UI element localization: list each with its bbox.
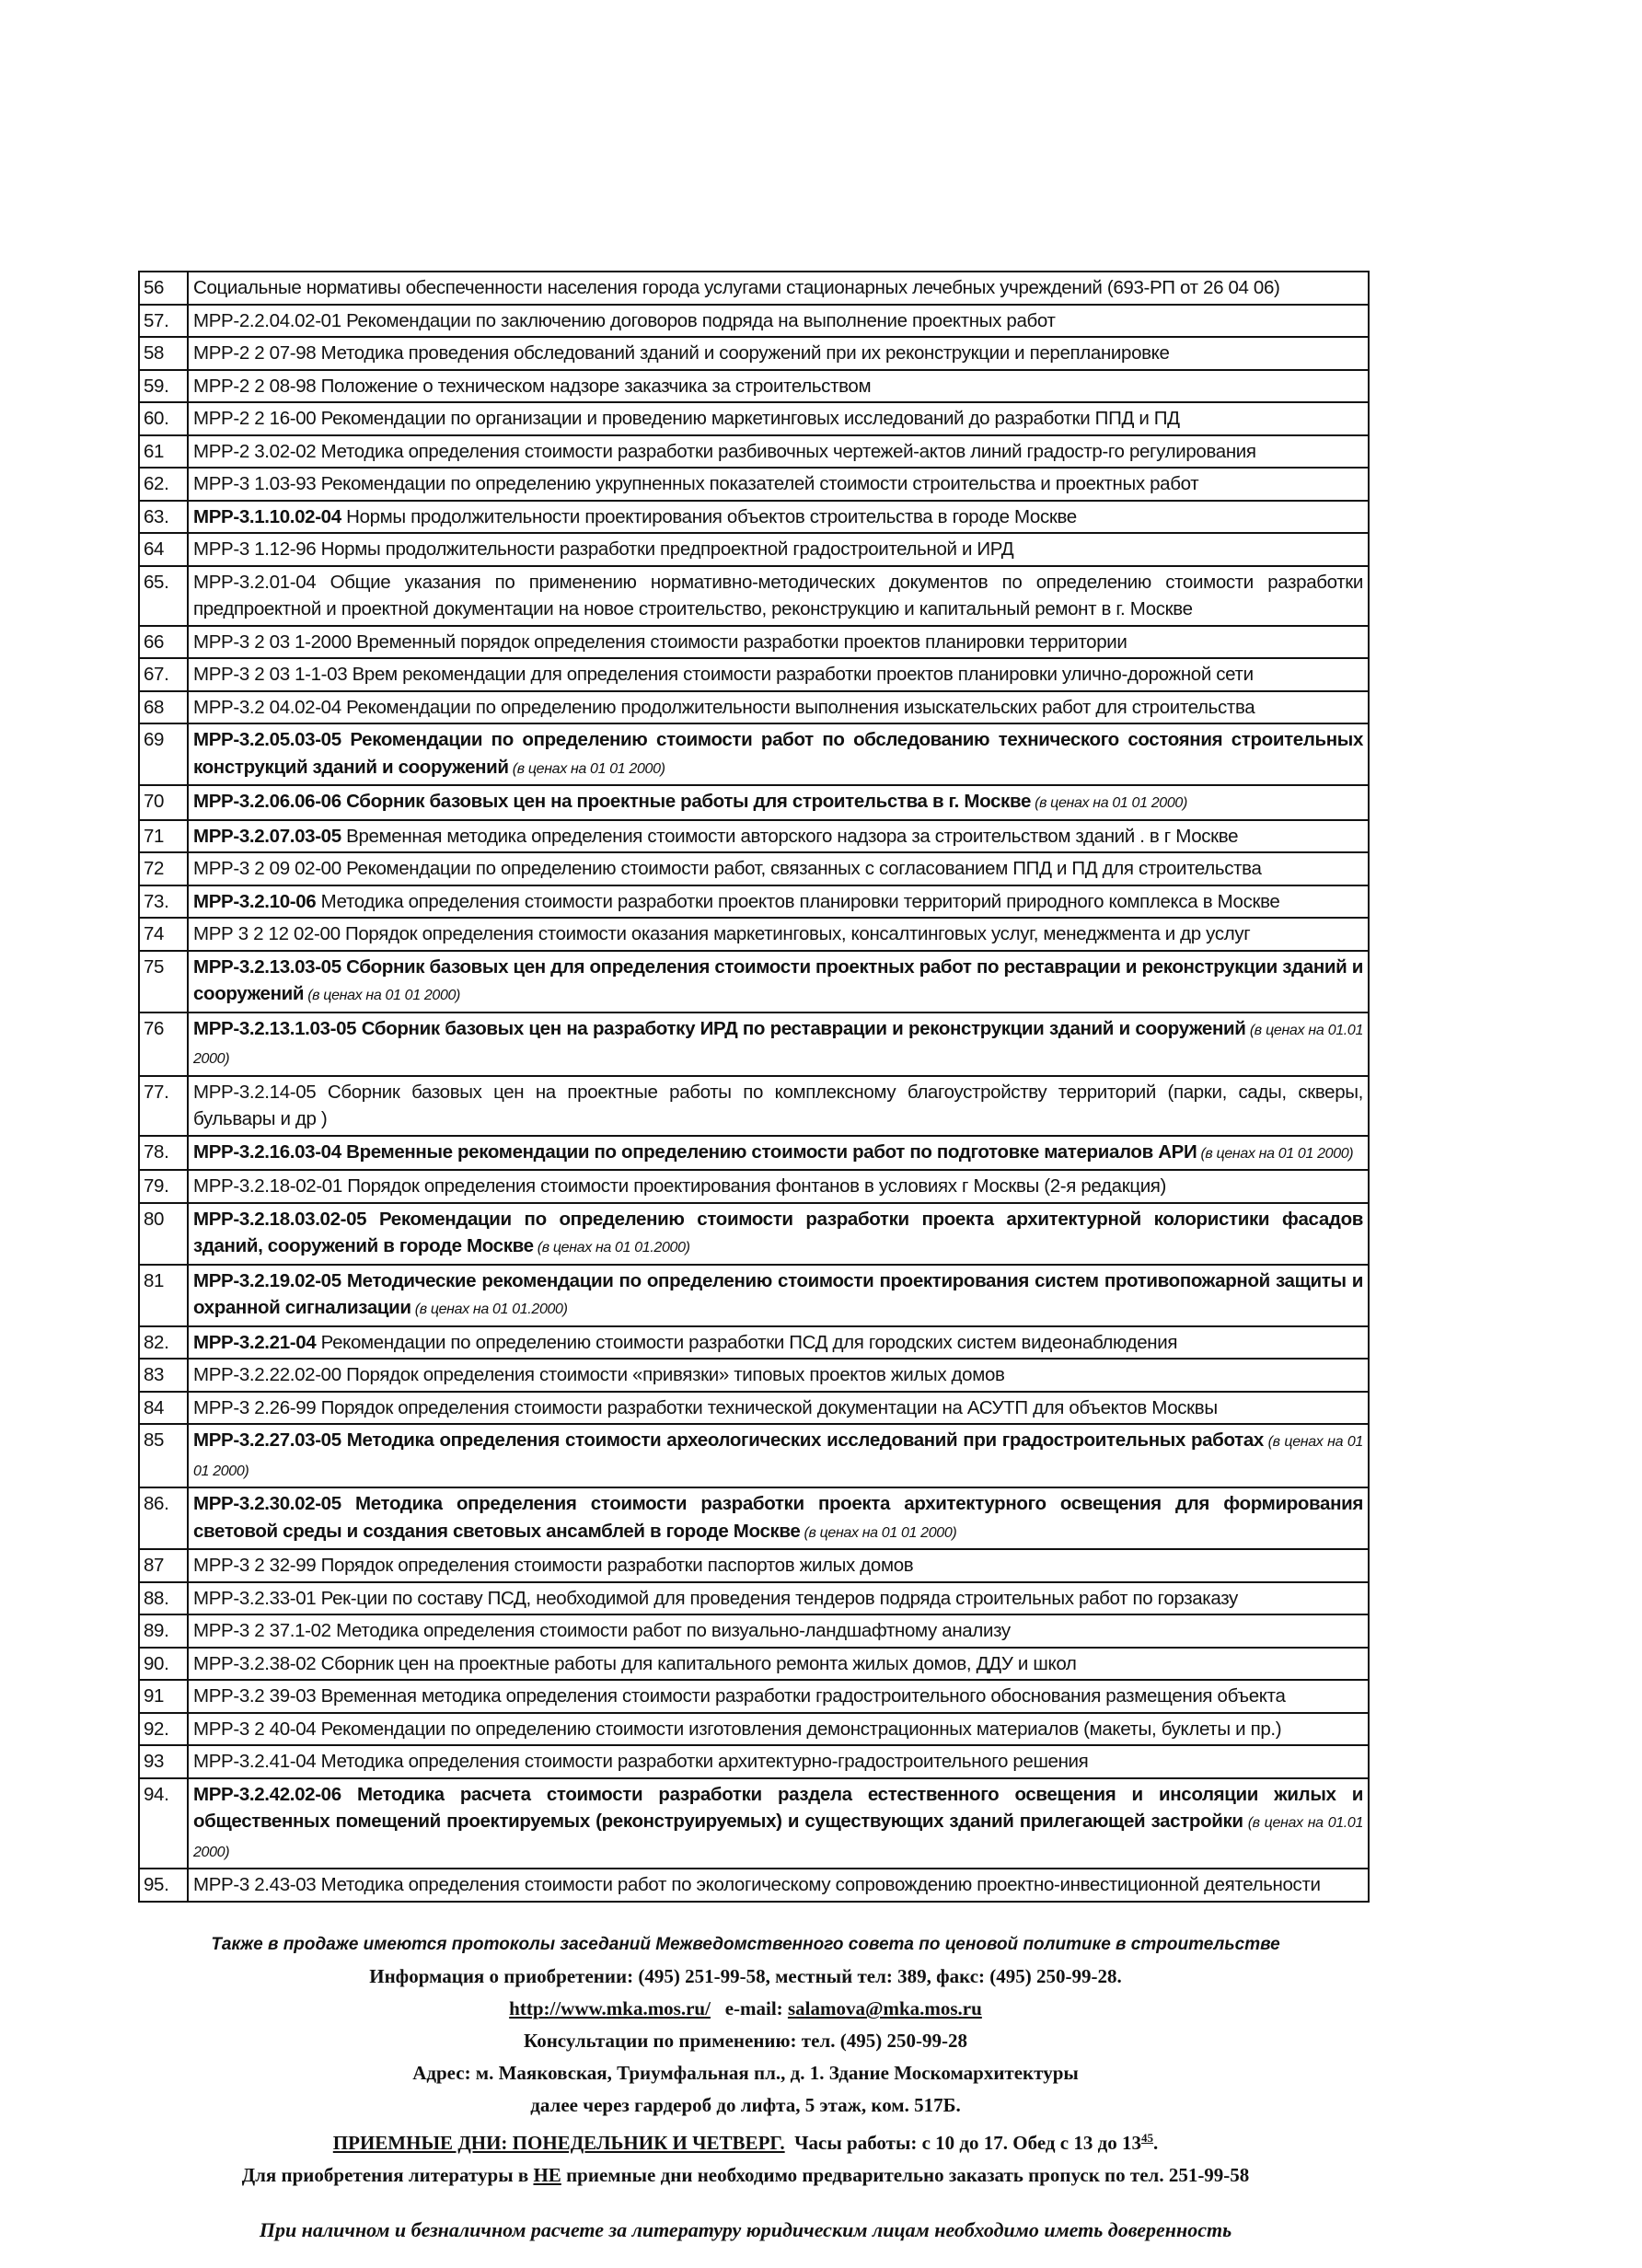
row-number: 76 — [139, 1012, 188, 1076]
table-row — [139, 1265, 1369, 1326]
row-text-part: МРР-3.2.18-02-01 Порядок определения стоимости проектирования фонтанов в условиях г Москвы (2-я редакция) — [193, 1175, 1167, 1197]
row-text-part: МРР-3 2 40-04 Рекомендации по определению стоимости изготовления демонстрационных материалов (макеты, буклеты и пр.) — [193, 1718, 1282, 1740]
row-text-part: МРР-3.2.14-05 Сборник базовых цен на проектные работы по комплексному благоустройству территорий (парки, сады, скверы, бульвары и др ) — [193, 1081, 1363, 1129]
table-row — [139, 1487, 1369, 1549]
row-title — [188, 785, 1369, 820]
guidelines-table — [138, 271, 1370, 1903]
table-row — [139, 1170, 1369, 1203]
pass-order-text-end: приемные дни необходимо предварительно заказать пропуск по тел. 251-99-58 — [561, 2164, 1250, 2186]
row-text-part: МРР-3.2.38-02 Сборник цен на проектные работы для капитального ремонта жилых домов, ДДУ и школ — [193, 1652, 1077, 1674]
row-text-part: МРР-3.2.13.03-05 Сборник базовых цен для определения стоимости проектных работ по реставрации и реконструкции зданий и сооружений — [193, 955, 1363, 1004]
table-row — [139, 1778, 1369, 1869]
row-number: 94. — [139, 1778, 188, 1869]
row-text-part: МРР-3 2.26-99 Порядок определения стоимости разработки технической документации на АСУТП для объектов Москвы — [193, 1396, 1218, 1418]
row-text-part: Временная методика определения стоимости авторского надзора за строительством зданий . в г Москве — [341, 825, 1239, 847]
row-number: 60. — [139, 402, 188, 435]
row-number: 82. — [139, 1326, 188, 1360]
row-title — [188, 1265, 1369, 1326]
row-title — [188, 402, 1369, 435]
row-title — [188, 885, 1369, 919]
row-title — [188, 1582, 1369, 1615]
table-row — [139, 370, 1369, 403]
row-title — [188, 468, 1369, 501]
row-number: 95. — [139, 1869, 188, 1902]
row-text-part: Нормы продолжительности проектирования объектов строительства в городе Москве — [341, 505, 1077, 527]
table-row — [139, 1713, 1369, 1746]
price-basis-note: (в ценах на 01 01 2000) — [1197, 1145, 1354, 1162]
website-link[interactable]: http://www.mka.mos.ru/ — [509, 1997, 711, 2019]
row-number: 91 — [139, 1680, 188, 1713]
row-text-part: МРР-2 2 16-00 Рекомендации по организации и проведению маркетинговых исследований до разработки ППД и ПД — [193, 408, 1180, 429]
row-text-part: МРР-3 2 03 1-1-03 Врем рекомендации для определения стоимости разработки проектов планировки улично-дорожной сети — [193, 664, 1254, 685]
table-row — [139, 1582, 1369, 1615]
row-title — [188, 533, 1369, 566]
row-text-part: МРР-3.2.21-04 — [193, 1331, 317, 1353]
row-number: 86. — [139, 1487, 188, 1549]
row-text-part: МРР-2 2 07-98 Методика проведения обследований зданий и сооружений при их реконструкции и перепланировке — [193, 342, 1170, 364]
row-number: 66 — [139, 626, 188, 659]
row-title — [188, 723, 1369, 785]
row-title — [188, 1745, 1369, 1778]
row-number: 73. — [139, 885, 188, 919]
price-basis-note: (в ценах на 01.01 2000) — [193, 1815, 1363, 1860]
row-title — [188, 1203, 1369, 1265]
address-line: Адрес: м. Маяковская, Триумфальная пл., д. 1. Здание Москомархитектуры — [412, 2062, 1079, 2084]
consultation-line: Консультации по применению: тел. (495) 250-99-28 — [524, 2030, 967, 2052]
price-basis-note: (в ценах на 01 01.2000) — [533, 1240, 690, 1256]
power-of-attorney-note: При наличном и безналичном расчете за литературу юридическим лицам необходимо иметь доверенность — [259, 2218, 1232, 2241]
table-row — [139, 1012, 1369, 1076]
reception-days: ПРИЕМНЫЕ ДНИ: ПОНЕДЕЛЬНИК И ЧЕТВЕРГ. — [332, 2132, 785, 2154]
row-text-part: МРР-3.2 04.02-04 Рекомендации по определению продолжительности выполнения изыскательских работ для строительства — [193, 696, 1255, 718]
table-row — [139, 1424, 1369, 1487]
row-text-part: Рекомендации по определению стоимости разработки ПСД для городских систем видеонаблюдения — [316, 1331, 1178, 1353]
price-basis-note: (в ценах на 01 01 2000) — [800, 1524, 957, 1541]
row-number: 57. — [139, 305, 188, 338]
table-row — [139, 1326, 1369, 1360]
purchase-info-line: Информация о приобретении: (495) 251-99-58, местный тел: 389, факс: (495) 250-99-28. — [369, 1965, 1122, 1987]
price-basis-note: (в ценах на 01.01 2000) — [193, 1022, 1363, 1067]
row-title — [188, 1487, 1369, 1549]
row-title — [188, 1012, 1369, 1076]
table-row — [139, 468, 1369, 501]
row-title — [188, 337, 1369, 370]
row-text-part: МРР-3.2.19.02-05 Методические рекомендации по определению стоимости проектирования систем противопожарной защиты и охранной сигнализации — [193, 1269, 1363, 1318]
row-number: 61 — [139, 435, 188, 469]
row-text-part: МРР-3.2.22.02-00 Порядок определения стоимости «привязки» типовых проектов жилых домов — [193, 1364, 1005, 1385]
row-number: 90. — [139, 1648, 188, 1681]
row-number: 87 — [139, 1549, 188, 1582]
row-title — [188, 1549, 1369, 1582]
table-row — [139, 272, 1369, 305]
also-on-sale-note: Также в продаже имеются протоколы заседаний Межведомственного совета по ценовой политике в строительстве — [211, 1935, 1280, 1954]
row-number: 75 — [139, 951, 188, 1012]
web-contacts-line — [92, 1993, 1399, 2025]
table-row — [139, 626, 1369, 659]
row-title — [188, 852, 1369, 885]
row-title — [188, 305, 1369, 338]
row-text-part: МРР-3.2.16.03-04 Временные рекомендации по определению стоимости работ по подготовке материалов АРИ — [193, 1140, 1197, 1163]
table-row — [139, 1869, 1369, 1902]
table-row — [139, 951, 1369, 1012]
row-number: 81 — [139, 1265, 188, 1326]
row-text-part: МРР-2 3.02-02 Методика определения стоимости разработки разбивочных чертежей-актов линий градостр-го регулирования — [193, 440, 1256, 462]
row-text-part: МРР-2 2 08-98 Положение о техническом надзоре заказчика за строительством — [193, 375, 872, 397]
pass-order-text-start: Для приобретения литературы в — [241, 2164, 534, 2186]
row-number: 85 — [139, 1424, 188, 1487]
table-row — [139, 1392, 1369, 1425]
table-row — [139, 658, 1369, 691]
row-title — [188, 370, 1369, 403]
row-title — [188, 691, 1369, 724]
row-title — [188, 1359, 1369, 1392]
reception-days-line: ПРИЕМНЫЕ ДНИ: ПОНЕДЕЛЬНИК И ЧЕТВЕРГ. Часы работы: с 10 до 17. Обед с 13 до $13^{45}$. — [332, 2131, 1159, 2154]
pass-order-emphasis: НЕ — [533, 2164, 561, 2186]
row-text-part: МРР-3 2.43-03 Методика определения стоимости работ по экологическому сопровождению проектно-инвестиционной деятельности — [193, 1874, 1321, 1895]
row-text-part: Социальные нормативы обеспеченности населения города услугами стационарных лечебных учреждений (693-РП от 26 04 06) — [193, 277, 1280, 298]
row-number: 80 — [139, 1203, 188, 1265]
row-text-part: МРР-3.2.01-04 Общие указания по применению нормативно-методических документов по определению стоимости разработки предпроектной и проектной документации на новое строительство, реконструкцию и капитальный ремонт в г. Москве — [193, 571, 1363, 619]
row-text-part: МРР-3.2.05.03-05 Рекомендации по определению стоимости работ по обследованию технического состояния строительных конструкций зданий и сооружений — [193, 729, 1363, 778]
table-row — [139, 435, 1369, 469]
row-number: 78. — [139, 1136, 188, 1171]
row-text-part: МРР-3 2 32-99 Порядок определения стоимости разработки паспортов жилых домов — [193, 1555, 914, 1576]
price-basis-note: (в ценах на 01 01 2000) — [1031, 795, 1187, 811]
email-link[interactable]: salamova@mka.mos.ru — [787, 1997, 982, 2019]
row-number: 56 — [139, 272, 188, 305]
price-basis-note: (в ценах на 01 01 2000) — [508, 760, 665, 777]
row-title — [188, 1392, 1369, 1425]
row-title — [188, 1869, 1369, 1902]
row-number: 74 — [139, 918, 188, 951]
row-number: 79. — [139, 1170, 188, 1203]
row-number: 83 — [139, 1359, 188, 1392]
row-number: 69 — [139, 723, 188, 785]
row-title — [188, 435, 1369, 469]
row-number: 64 — [139, 533, 188, 566]
row-title — [188, 1713, 1369, 1746]
row-text-part: МРР-3 2 37.1-02 Методика определения стоимости работ по визуально-ландшафтному анализу — [193, 1620, 1011, 1641]
row-title — [188, 820, 1369, 853]
working-hours: Часы работы: с 10 до 17. Обед с 13 до 13 — [794, 2132, 1141, 2154]
pass-order-line — [92, 2159, 1399, 2192]
row-title — [188, 918, 1369, 951]
working-hours-minutes: 45 — [1140, 2131, 1153, 2145]
table-row — [139, 1359, 1369, 1392]
row-title — [188, 1170, 1369, 1203]
row-title — [188, 1778, 1369, 1869]
row-text-part: МРР-3 1.03-93 Рекомендации по определению укрупненных показателей стоимости строительства и проектных работ — [193, 473, 1199, 494]
table-row — [139, 1648, 1369, 1681]
row-text-part: МРР-3.2.33-01 Рек-ции по составу ПСД, необходимой для проведения тендеров подряда строительных работ по горзаказу — [193, 1587, 1238, 1609]
row-title — [188, 566, 1369, 626]
row-title — [188, 1648, 1369, 1681]
row-title — [188, 658, 1369, 691]
email-label: e-mail: — [724, 1997, 783, 2019]
row-text-part: МРР-3 1.12-96 Нормы продолжительности разработки предпроектной градостроительной и ИРД — [193, 538, 1014, 560]
price-basis-note: (в ценах на 01 01 2000) — [193, 1434, 1363, 1479]
price-basis-note: (в ценах на 01 01.2000) — [410, 1302, 568, 1317]
table-row — [139, 305, 1369, 338]
row-number: 72 — [139, 852, 188, 885]
row-title — [188, 1424, 1369, 1487]
table-row — [139, 533, 1369, 566]
row-text-part: МРР-3.2.42.02-06 Методика расчета стоимости разработки раздела естественного освещения и инсоляции жилых и общественных помещений проектируемых (реконструируемых) и существующих зданий прилегающей застройки — [193, 1783, 1363, 1832]
row-number: 59. — [139, 370, 188, 403]
row-title — [188, 626, 1369, 659]
row-text-part: МРР-3.2.30.02-05 Методика определения стоимости разработки проекта архитектурного освещения для формирования световой среды и создания световых ансамблей в городе Москве — [193, 1493, 1363, 1542]
row-number: 77. — [139, 1076, 188, 1136]
row-text-part: МРР-3.2.13.1.03-05 Сборник базовых цен на разработку ИРД по реставрации и реконструкции зданий и сооружений — [193, 1017, 1246, 1039]
row-text-part: МРР-3 2 09 02-00 Рекомендации по определению стоимости работ, связанных с согласованием ППД и ПД для строительства — [193, 858, 1262, 879]
row-text-part: МРР-3.2.18.03.02-05 Рекомендации по определению стоимости разработки проекта архитектурной колористики фасадов зданий, сооружений в городе Москве — [193, 1208, 1363, 1256]
row-title — [188, 1136, 1369, 1171]
row-number: 58 — [139, 337, 188, 370]
row-number: 71 — [139, 820, 188, 853]
row-title — [188, 1614, 1369, 1648]
row-number: 63. — [139, 501, 188, 534]
table-row — [139, 1745, 1369, 1778]
table-row — [139, 1680, 1369, 1713]
row-title — [188, 1680, 1369, 1713]
table-row — [139, 501, 1369, 534]
table-row — [139, 852, 1369, 885]
row-number: 62. — [139, 468, 188, 501]
row-text-part: МРР-3.2.10-06 — [193, 890, 317, 912]
table-row — [139, 1614, 1369, 1648]
row-number: 93 — [139, 1745, 188, 1778]
row-text-part: МРР-3.2 39-03 Временная методика определения стоимости разработки градостроительного обоснования размещения объекта — [193, 1685, 1286, 1707]
row-number: 65. — [139, 566, 188, 626]
row-title — [188, 951, 1369, 1012]
row-text-part: МРР 3 2 12 02-00 Порядок определения стоимости оказания маркетинговых, консалтинговых услуг, менеджмента и др услуг — [193, 923, 1251, 944]
row-title — [188, 501, 1369, 534]
row-title — [188, 1326, 1369, 1360]
table-row — [139, 337, 1369, 370]
row-text-part: МРР-3.1.10.02-04 — [193, 505, 341, 527]
row-text-part: МРР-3.2.06.06-06 Сборник базовых цен на проектные работы для строительства в г. Москве — [193, 791, 1031, 812]
row-text-part: МРР-2.2.04.02-01 Рекомендации по заключению договоров подряда на выполнение проектных работ — [193, 309, 1056, 331]
table-row — [139, 691, 1369, 724]
table-row — [139, 1136, 1369, 1171]
table-row — [139, 402, 1369, 435]
table-row — [139, 566, 1369, 626]
table-row — [139, 885, 1369, 919]
table-row — [139, 918, 1369, 951]
row-text-part: МРР-3.2.27.03-05 Методика определения стоимости археологических исследований при градостроительных работах — [193, 1429, 1264, 1451]
table-row — [139, 1203, 1369, 1265]
row-text-part: МРР-3 2 03 1-2000 Временный порядок определения стоимости разработки проектов планировки территории — [193, 631, 1127, 653]
row-number: 84 — [139, 1392, 188, 1425]
row-text-part: МРР-3.2.41-04 Методика определения стоимости разработки архитектурно-градостроительного решения — [193, 1751, 1089, 1772]
directions-line: далее через гардероб до лифта, 5 этаж, ком. 517Б. — [530, 2094, 961, 2116]
row-number: 88. — [139, 1582, 188, 1615]
row-title — [188, 272, 1369, 305]
row-title — [188, 1076, 1369, 1136]
table-row — [139, 723, 1369, 785]
row-number: 68 — [139, 691, 188, 724]
table-row — [139, 1076, 1369, 1136]
row-number: 67. — [139, 658, 188, 691]
row-number: 92. — [139, 1713, 188, 1746]
row-number: 70 — [139, 785, 188, 820]
row-text-part: Методика определения стоимости разработки проектов планировки территорий природного комплекса в Москве — [316, 890, 1280, 912]
row-text-part: МРР-3.2.07.03-05 — [193, 825, 341, 847]
row-number: 89. — [139, 1614, 188, 1648]
table-row — [139, 785, 1369, 820]
table-row — [139, 1549, 1369, 1582]
table-row — [139, 820, 1369, 853]
footer-info — [92, 1928, 1399, 2246]
price-basis-note: (в ценах на 01 01 2000) — [304, 988, 461, 1003]
